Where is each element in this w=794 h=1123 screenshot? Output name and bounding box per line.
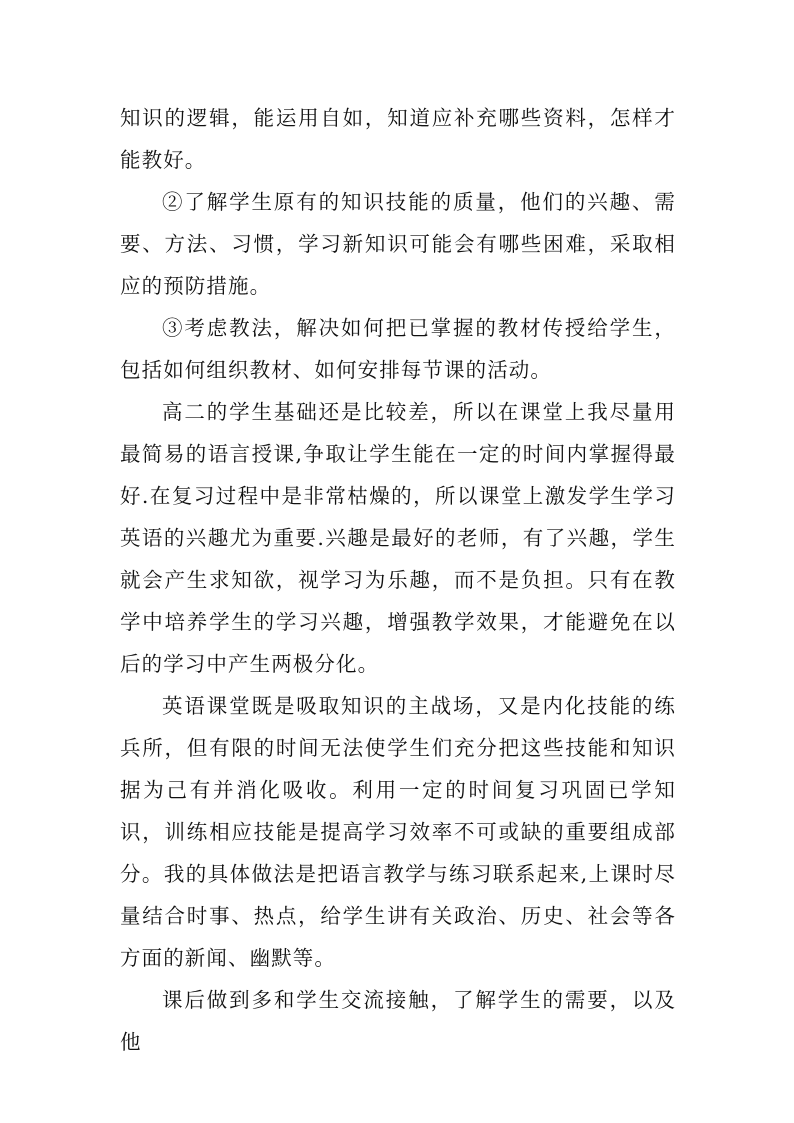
paragraph-english-classroom: 英语课堂既是吸取知识的主战场，又是内化技能的练兵所，但有限的时间无法使学生们充分把这些技能和知识据为己有并消化吸收。利用一定的时间复习巩固已学知识，训练相应技能是提高学习效率不可或缺的重要组成部分。我的具体做法是把语言教学与练习联系起来,上课时尽量结合时事、热点，给学生讲有关政治、历史、社会等各方面的新闻、幽默等。 <box>120 694 676 970</box>
paragraph-after-class: 课后做到多和学生交流接触，了解学生的需要，以及他 <box>120 988 676 1054</box>
document-page <box>120 97 676 1063</box>
paragraph-continuation: 知识的逻辑，能运用自如，知道应补充哪些资料，怎样才能教好。 <box>120 106 676 172</box>
paragraph-understand-students: ②了解学生原有的知识技能的质量，他们的兴趣、需要、方法、习惯，学习新知识可能会有哪些困难，采取相应的预防措施。 <box>120 190 676 298</box>
paragraph-teaching-methods: ③考虑教法，解决如何把已掌握的教材传授给学生，包括如何组织教材、如何安排每节课的活动。 <box>120 316 676 382</box>
paragraph-student-interest: 高二的学生基础还是比较差，所以在课堂上我尽量用最简易的语言授课,争取让学生能在一定的时间内掌握得最好.在复习过程中是非常枯燥的，所以课堂上激发学生学习英语的兴趣尤为重要.兴趣是最好的老师，有了兴趣，学生就会产生求知欲，视学习为乐趣，而不是负担。只有在教学中培养学生的学习兴趣，增强教学效果，才能避免在以后的学习中产生两极分化。 <box>120 400 676 676</box>
